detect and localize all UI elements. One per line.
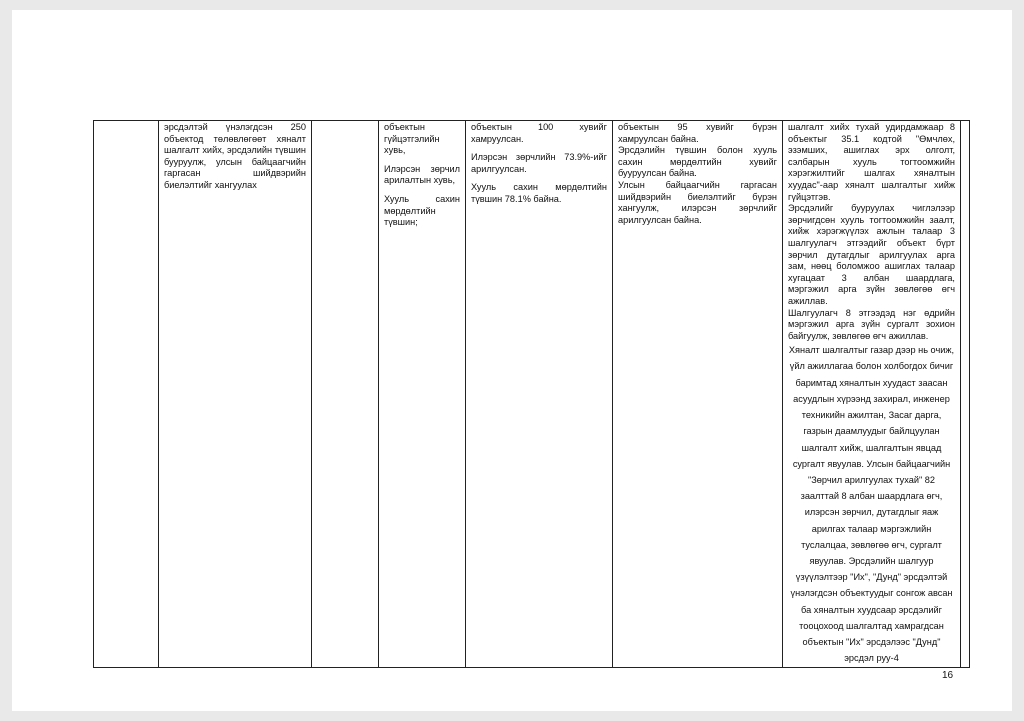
objective-text: эрсдэлтэй үнэлэгдсэн 250 объектод төлөвлөгөөт хяналт шалгалт хийх, эрсдэлийн түвшин бууруулж, улсын байцаагчийн гаргасан шийдвэрийн биелэлтийг хангуулах	[164, 122, 306, 190]
table-cell-objective	[159, 121, 312, 668]
table-cell-indicator	[379, 121, 466, 668]
target-line: Илэрсэн зөрчлийн 73.9%-ийг арилгуулсан.	[471, 152, 607, 174]
result-line: Эрсдэлийн түвшин болон хууль сахин мөрдөлтийн хувийг бууруулсан байна.	[618, 145, 777, 179]
document-page	[12, 10, 1012, 711]
implementation-paragraph: Хяналт шалгалтыг газар дээр нь очиж, үйл ажиллагаа болон холбогдох бичиг баримтад хяналтын хуудаст заасан асуудлын хүрээнд захирал, инженер техникийн ажилтан, Засаг дарга, газрын даамлуудыг байлцуулан шалгалт хийж, шалгалтын явцад сургалт явуулав. Улсын байцаагчийн "Зөрчил арилгуулах тухай" 82 заалттай 8 албан шаардлага өгч, илэрсэн зөрчил, дутагдлыг яаж арилгах талаар мэргэжлийн туслалцаа, зөвлөгөө өгч, сургалт явуулав. Эрсдэлийн шалгуур үзүүлэлтээр "Их", "Дунд" эрсдэлтэй үнэлэгдсэн объектуудыг сонгож авсан ба хяналтын хуудсаар эрсдэлийг тооцохоод шалгалтад хамрагдсан объектын "Их" эрсдэлээс "Дунд" эрсдэл руу-4	[788, 345, 955, 664]
page-number: 16	[942, 670, 954, 681]
indicator-line: Хууль сахин мөрдөлтийн түвшин;	[384, 193, 460, 228]
indicator-line: объектын гүйцэтгэлийн хувь,	[384, 122, 440, 156]
implementation-paragraph: Шалгуулагч 8 этгээдэд нэг өдрийн мэргэжил арга зүйн сургалт зохион байгуулж, зөвлөгөө өгч ажиллав.	[788, 307, 955, 341]
table-cell-target	[466, 121, 613, 668]
indicator-line: Илэрсэн зөрчил арилалтын хувь,	[384, 163, 460, 186]
table-cell-result	[613, 121, 783, 668]
implementation-paragraph: Эрсдэлийг бууруулах чиглэлээр зөрчигдсөн хууль тогтоомжийн заалт, хийж хэрэгжүүлэх ажлын талаар 3 шалгуулагч этгээдийг объект бүрт зөрчил дутагдлыг арилгуулах арга зам, нөөц боломжоо ашиглах талаар хугацаат 3 албан шаардлага, мэргэжил арга зүйн зөвлөгөө өгч ажиллав.	[788, 203, 955, 306]
target-line: объектын 100 хувийг хамруулсан.	[471, 122, 607, 144]
table-cell-narrow	[961, 121, 970, 668]
target-line: Хууль сахин мөрдөлтийн түвшин 78.1% байна.	[471, 182, 607, 204]
table-cell-implementation	[783, 121, 961, 668]
report-table	[93, 120, 970, 668]
result-line: Улсын байцаагчийн гаргасан шийдвэрийн биелэлтийг бүрэн хангуулж, илэрсэн зөрчлийг арилгуулсан байна.	[618, 179, 777, 225]
table-cell-index	[94, 121, 159, 668]
implementation-paragraph: шалгалт хийх тухай удирдамжаар 8 объектыг 35.1 кодтой "Өмчлөх, эзэмших, ашиглах эрх олголт, сэлбарын хууль тогтоомжийн хэрэгжилтийг шалгах хяналтын хуудас"-аар хяналт шалгалтыг хийж гүйцэтгэв.	[788, 122, 955, 202]
table-row	[94, 121, 970, 668]
result-line: объектын 95 хувийг бүрэн хамруулсан байна.	[618, 122, 777, 144]
table-cell-empty	[312, 121, 379, 668]
